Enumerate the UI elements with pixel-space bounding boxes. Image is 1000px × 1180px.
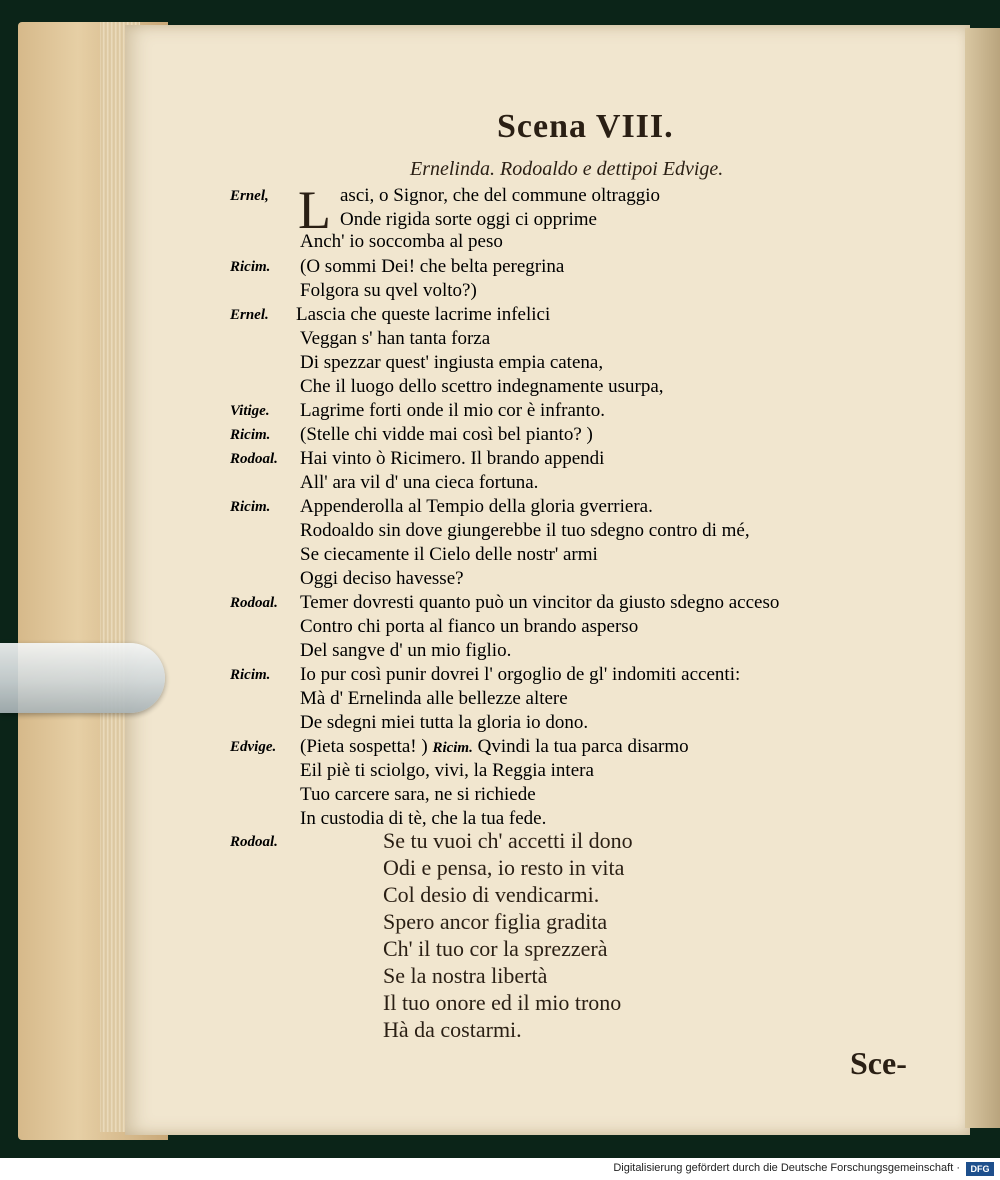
dialogue-line <box>0 256 1000 280</box>
line-text: Lagrime forti onde il mio cor è infranto. <box>300 400 605 421</box>
line-text: (Pieta sospetta! ) <box>300 736 428 757</box>
dialogue-line <box>0 280 1000 304</box>
dialogue-line <box>0 304 1000 328</box>
catchword: Sce- <box>850 1045 907 1081</box>
aria-speaker: Rodoal. <box>230 834 278 850</box>
speaker-label: Ricim. <box>230 259 271 275</box>
dialogue-line <box>0 784 1000 808</box>
line-text: Onde rigida sorte oggi ci opprime <box>340 209 597 230</box>
dialogue-line <box>0 472 1000 496</box>
line-text: Tuo carcere sara, ne si richiede <box>300 784 536 805</box>
aria-line: Il tuo onore ed il mio trono <box>383 990 622 1015</box>
dialogue-line <box>0 616 1000 640</box>
line-text: Io pur così punir dovrei l' orgoglio de gl' indomiti accenti: <box>300 664 741 685</box>
footer-credit: Digitalisierung gefördert durch die Deutsche Forschungsgemeinschaft · <box>613 1162 960 1174</box>
aria-line: Odi e pensa, io resto in vita <box>383 855 625 880</box>
line-text: Appenderolla al Tempio della gloria gverriera. <box>300 496 653 517</box>
aria-line: Se la nostra libertà <box>383 963 548 988</box>
line-text: Oggi deciso havesse? <box>300 568 464 589</box>
scene-subtitle: Ernelinda. Rodoaldo e dettipoi Edvige. <box>410 158 724 180</box>
line-text: Veggan s' han tanta forza <box>300 328 491 349</box>
dialogue-line <box>0 568 1000 592</box>
speaker-label: Edvige. <box>230 739 277 755</box>
dialogue-line <box>0 328 1000 352</box>
line-text: (Stelle chi vidde mai così bel pianto? ) <box>300 424 593 445</box>
aria-line: Ch' il tuo cor la sprezzerà <box>383 936 608 961</box>
aria-line: Hà da costarmi. <box>383 1017 522 1042</box>
inline-speaker-label: Ricim. <box>432 740 473 756</box>
dfg-logo-icon: DFG <box>966 1162 994 1176</box>
aria-line: Se tu vuoi ch' accetti il dono <box>383 828 633 853</box>
dialogue-line <box>0 544 1000 568</box>
line-text: Mà d' Ernelinda alle bellezze altere <box>300 688 568 709</box>
dialogue-line <box>0 592 1000 616</box>
line-text: Anch' io soccomba al peso <box>300 231 503 252</box>
dialogue-line <box>0 209 1000 233</box>
line-text: Hai vinto ò Ricimero. Il brando appendi <box>300 448 605 469</box>
line-text: Rodoaldo sin dove giungerebbe il tuo sdegno contro di mé, <box>300 520 750 541</box>
dialogue-line <box>0 352 1000 376</box>
speaker-label: Ricim. <box>230 667 271 683</box>
line-text: Contro chi porta al fianco un brando asperso <box>300 616 639 637</box>
speaker-label: Ernel. <box>230 307 269 323</box>
line-text: All' ara vil d' una cieca fortuna. <box>300 472 539 493</box>
dialogue-line <box>0 760 1000 784</box>
line-text: (O sommi Dei! che belta peregrina <box>300 256 565 277</box>
speaker-label: Ricim. <box>230 499 271 515</box>
line-text: Che il luogo dello scettro indegnamente usurpa, <box>300 376 664 397</box>
page-clip <box>0 643 165 713</box>
line-text-composite <box>300 736 689 758</box>
line-text: Del sangve d' un mio figlio. <box>300 640 512 661</box>
speaker-label: Rodoal. <box>230 595 278 611</box>
line-text: Folgora su qvel volto?) <box>300 280 477 301</box>
line-text: Lascia che queste lacrime infelici <box>296 304 551 325</box>
drop-cap: L <box>298 180 331 240</box>
speaker-label: Ricim. <box>230 427 271 443</box>
line-text: asci, o Signor, che del commune oltraggio <box>340 185 661 206</box>
dialogue-line <box>0 231 1000 255</box>
line-text: Eil piè ti sciolgo, vivi, la Reggia intera <box>300 760 594 781</box>
aria-line: Spero ancor figlia gradita <box>383 909 608 934</box>
dialogue-line <box>0 496 1000 520</box>
dialogue-line <box>0 736 1000 760</box>
scene-title: Scena VIII. <box>497 108 674 145</box>
line-text: In custodia di tè, che la tua fede. <box>300 808 547 829</box>
line-text: Di spezzar quest' ingiusta empia catena, <box>300 352 604 373</box>
line-text: De sdegni miei tutta la gloria io dono. <box>300 712 589 733</box>
line-text: Se ciecamente il Cielo delle nostr' armi <box>300 544 598 565</box>
dialogue-line <box>0 520 1000 544</box>
dialogue-line <box>0 400 1000 424</box>
dialogue-line <box>0 424 1000 448</box>
dialogue-line <box>0 712 1000 736</box>
speaker-label: Ernel, <box>230 188 269 204</box>
aria-line: Col desio di vendicarmi. <box>383 882 600 907</box>
line-text-after: Qvindi la tua parca disarmo <box>477 736 689 757</box>
dialogue-line <box>0 185 1000 209</box>
dialogue-line <box>0 376 1000 400</box>
dialogue-line <box>0 448 1000 472</box>
speaker-label: Vitige. <box>230 403 270 419</box>
speaker-label: Rodoal. <box>230 451 278 467</box>
line-text: Temer dovresti quanto può un vincitor da giusto sdegno acceso <box>300 592 780 613</box>
